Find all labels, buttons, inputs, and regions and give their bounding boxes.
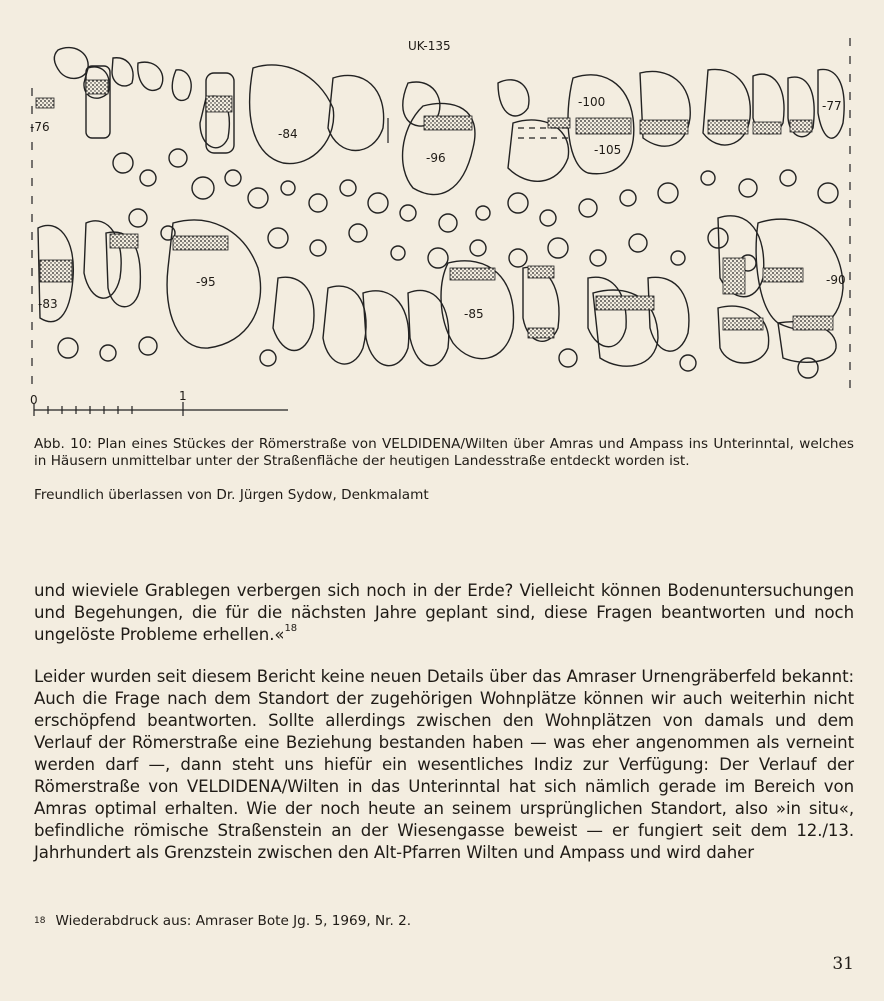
body-paragraph-2 [34,666,854,864]
stone-plan-drawing [28,28,860,430]
caption-text: Abb. 10: Plan eines Stückes der Römerstraße von VELDIDENA/Wilten über Amras und Ampass ins Unterinntal, welches in Häusern unmittelbar unter der Straßenfläche der heutigen Landesstraße entdeckt worden ist. [34,436,854,469]
footnote-mark: 18 [34,916,46,926]
road-plan-figure [28,28,860,430]
label-96: -96 [426,151,446,165]
footnote-reference: 18 [284,623,297,634]
footnote-text: Wiederabdruck aus: Amraser Bote Jg. 5, 1969, Nr. 2. [55,913,412,929]
scale-end-label: 1 [179,389,187,403]
label-76: -76 [30,120,50,134]
label-uk135: UK-135 [408,39,451,53]
figure-caption [34,436,854,470]
label-85: -85 [464,307,484,321]
label-83: -83 [38,297,58,311]
page-number: 31 [832,954,854,974]
footnote [34,912,854,930]
paragraph-2-text: Leider wurden seit diesem Bericht keine neuen Details über das Amraser Urnengräberfeld bekannt: Auch die Frage nach dem Standort der zugehörigen Wohnplätze können wir auch weiterhin nicht erschöpfend beantworten. Sollte allerdings zwischen den Wohnplätzen von damals und dem Verlauf der Römerstraße eine Beziehung bestanden haben — was eher angenommen als verneint werden darf —, dann steht uns hiefür ein wesentliches Indiz zur Verfügung: Der Verlauf der Römerstraße von VELDIDENA/Wilten in das Unterinntal hat sich nämlich gerade im Bereich von Amras optimal erhalten. Wie der noch heute an seinem ursprünglichen Standort, also »in situ«, befindliche römische Straßenstein an der Wiesengasse beweist — er fungiert seit dem 12./13. Jahrhundert als Grenzstein zwischen den Alt-Pfarren Wilten und Ampass und wird daher [34,667,854,862]
scale-bar [34,402,288,416]
label-90: -90 [826,273,846,287]
label-105: -105 [594,143,622,157]
body-paragraph-1 [34,580,854,646]
label-84: -84 [278,127,298,141]
label-77: -77 [822,99,842,113]
label-100: -100 [578,95,606,109]
label-95: -95 [196,275,216,289]
figure-credit: Freundlich überlassen von Dr. Jürgen Sydow, Denkmalamt [34,487,429,503]
scale-start-label: 0 [30,393,38,407]
paragraph-1-text: und wieviele Grablegen verbergen sich noch in der Erde? Vielleicht können Bodenuntersuchungen und Begehungen, die für die nächsten Jahre geplant sind, diese Fragen beantworten und noch ungelöste Probleme erhellen.« [34,581,854,644]
stippled-sections [36,80,833,338]
